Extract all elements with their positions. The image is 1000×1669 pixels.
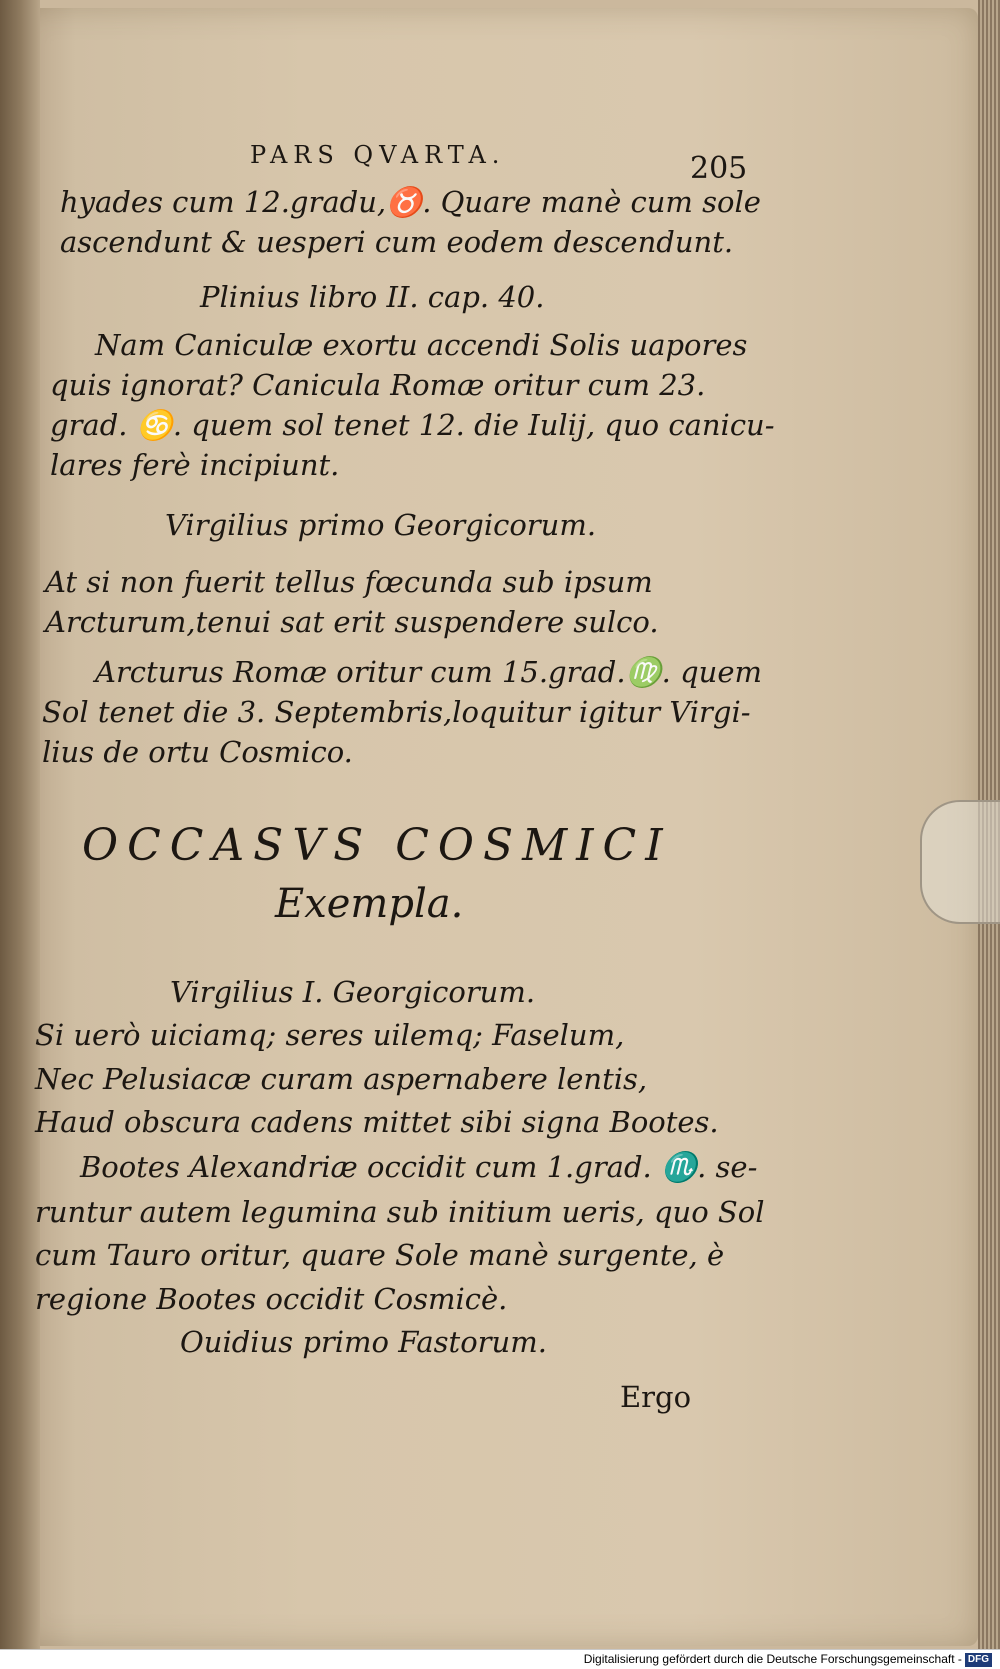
digitization-credit bbox=[0, 1649, 1000, 1669]
text-line: hyades cum 12.gradu,♉. Quare manè cum sole bbox=[60, 185, 761, 219]
page-number: 205 bbox=[690, 151, 748, 186]
verse-line: At si non fuerit tellus fœcunda sub ipsum bbox=[45, 565, 653, 599]
text-line: cum Tauro oritur, quare Sole manè surgente, è bbox=[35, 1238, 725, 1272]
text-line: Arcturus Romæ oritur cum 15.grad.♍. quem bbox=[95, 655, 762, 689]
text-line: lares ferè incipiunt. bbox=[50, 448, 340, 482]
text-line: ascendunt & uesperi cum eodem descendunt. bbox=[60, 225, 734, 259]
catchword: Ergo bbox=[620, 1380, 692, 1414]
section-label: Virgilius primo Georgicorum. bbox=[165, 508, 597, 542]
section-label: Ouidius primo Fastorum. bbox=[180, 1325, 547, 1359]
text-line: lius de ortu Cosmico. bbox=[42, 735, 353, 769]
page-clip bbox=[920, 800, 1000, 924]
section-heading: OCCASVS COSMICI bbox=[82, 820, 672, 871]
verse-line: Haud obscura cadens mittet sibi signa Bootes. bbox=[35, 1105, 719, 1139]
verse-line: Arcturum,tenui sat erit suspendere sulco. bbox=[45, 605, 659, 639]
verse-line: Si uerò uiciamq; seres uilemq; Faselum, bbox=[35, 1018, 625, 1052]
text-line: Bootes Alexandriæ occidit cum 1.grad. ♏. se- bbox=[80, 1150, 758, 1184]
text-line: runtur autem legumina sub initium ueris, quo Sol bbox=[35, 1195, 765, 1229]
book-gutter bbox=[0, 0, 40, 1650]
credit-text: Digitalisierung gefördert durch die Deutsche Forschungsgemeinschaft - bbox=[583, 1652, 962, 1666]
text-line: quis ignorat? Canicula Romæ oritur cum 23. bbox=[50, 368, 706, 402]
section-label: Virgilius I. Georgicorum. bbox=[170, 975, 536, 1009]
verse-line: Nec Pelusiacæ curam aspernabere lentis, bbox=[35, 1062, 648, 1096]
running-head: PARS QVARTA. bbox=[250, 141, 506, 169]
text-line: Sol tenet die 3. Septembris,loquitur igitur Virgi- bbox=[42, 695, 751, 729]
section-label: Plinius libro II. cap. 40. bbox=[200, 280, 545, 314]
text-line: grad. ♋. quem sol tenet 12. die Iulij, quo canicu- bbox=[50, 408, 775, 442]
section-subheading: Exempla. bbox=[275, 881, 464, 927]
text-line: Nam Caniculæ exortu accendi Solis uapores bbox=[95, 328, 748, 362]
dfg-logo: DFG bbox=[965, 1653, 992, 1667]
text-line: regione Bootes occidit Cosmicè. bbox=[35, 1282, 508, 1316]
